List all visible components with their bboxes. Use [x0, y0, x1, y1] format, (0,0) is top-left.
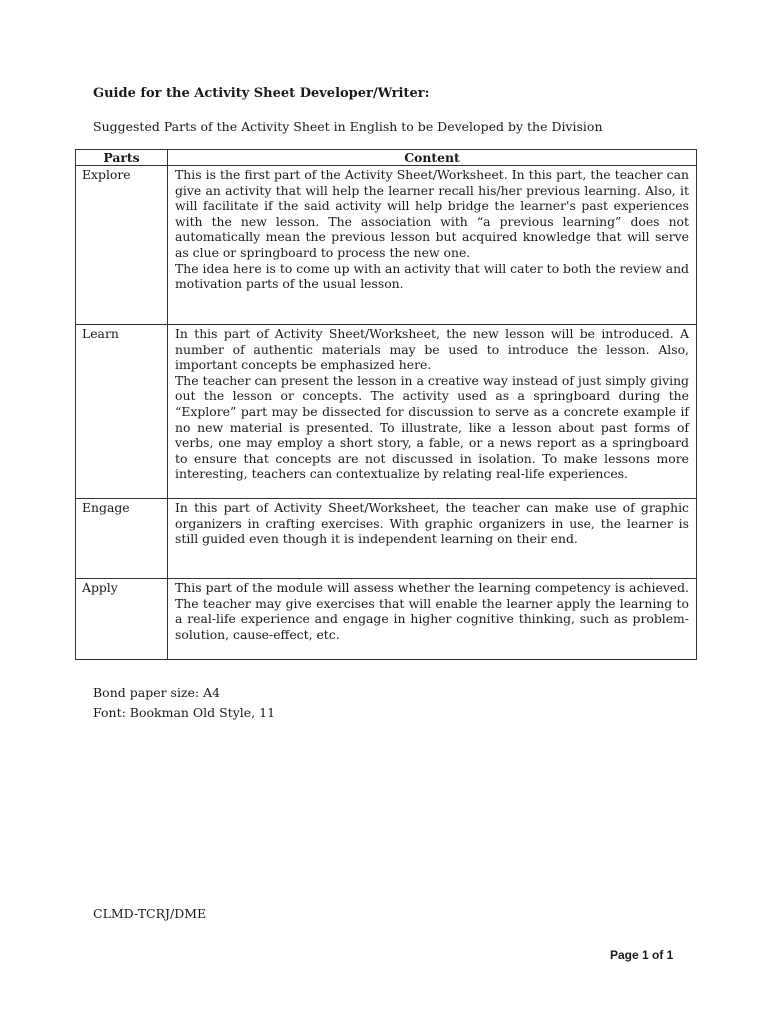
content-paragraph: This is the first part of the Activity Sheet/Worksheet. In this part, the teacher can give an activity that will help the learner recall his/her previous learning. Also, it will facilitate if the said activity will help bridge the learner's past experiences with the new lesson. The association with “a previous learning” does not automatically mean the previous lesson but acquired knowledge that will serve as clue or springboard to process the new one.: [175, 167, 689, 260]
table-row-apply: [76, 579, 697, 660]
document-heading: Guide for the Activity Sheet Developer/Writer:: [93, 86, 430, 101]
content-learn: [168, 325, 697, 499]
content-paragraph: The idea here is to come up with an activity that will cater to both the review and motivation parts of the usual lesson.: [175, 260, 689, 292]
part-name-learn: Learn: [76, 325, 168, 499]
table-row-engage: [76, 499, 697, 579]
page-number: Page 1 of 1: [610, 948, 674, 962]
content-explore: [168, 166, 697, 325]
document-subheading: Suggested Parts of the Activity Sheet in English to be Developed by the Division: [93, 119, 603, 134]
content-paragraph: In this part of Activity Sheet/Worksheet, the teacher can make use of graphic organizers in crafting exercises. With graphic organizers in use, the learner is still guided even though it is independent learning on their end.: [175, 500, 689, 547]
activity-sheet-parts-table: [75, 149, 697, 660]
table-row-learn: [76, 325, 697, 499]
font-note: Font: Bookman Old Style, 11: [93, 705, 276, 720]
content-engage: [168, 499, 697, 579]
footer-document-code: CLMD-TCRJ/DME: [93, 906, 207, 921]
column-header-content: Content: [168, 150, 697, 166]
column-header-parts: Parts: [76, 150, 168, 166]
content-apply: [168, 579, 697, 660]
table-header-row: [76, 150, 697, 166]
part-name-engage: Engage: [76, 499, 168, 579]
part-name-apply: Apply: [76, 579, 168, 660]
content-paragraph: This part of the module will assess whether the learning competency is achieved. The teacher may give exercises that will enable the learner apply the learning to a real-life experience and engage in higher cognitive thinking, such as problem-solution, cause-effect, etc.: [175, 580, 689, 642]
table-row-explore: [76, 166, 697, 325]
content-paragraph: In this part of Activity Sheet/Worksheet, the new lesson will be introduced. A number of authentic materials may be used to introduce the lesson. Also, important concepts be emphasized here.: [175, 326, 689, 373]
content-paragraph: The teacher can present the lesson in a creative way instead of just simply giving out the lesson or concepts. The activity used as a springboard during the “Explore” part may be dissected for discussion to serve as a concrete example if no new material is presented. To illustrate, like a lesson about past forms of verbs, one may employ a short story, a fable, or a news report as a springboard to ensure that concepts are not discussed in isolation. To make lessons more interesting, teachers can contextualize by relating real-life experiences.: [175, 372, 689, 482]
paper-size-note: Bond paper size: A4: [93, 685, 221, 700]
part-name-explore: Explore: [76, 166, 168, 325]
